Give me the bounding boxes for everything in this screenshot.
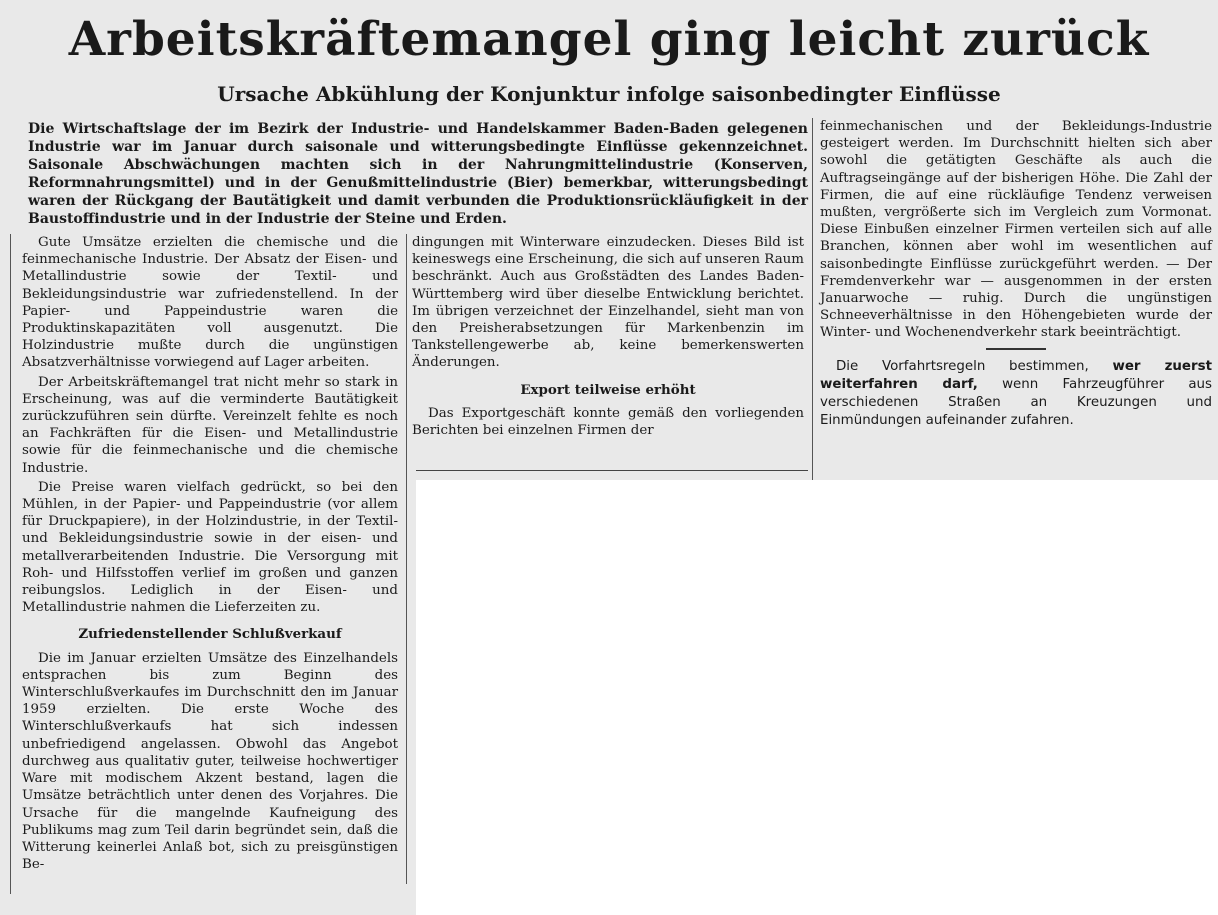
notice-emphasis: wer zuerst weiterfahren darf,: [820, 358, 1212, 392]
column-divider-left: [10, 234, 11, 894]
notice-text: wenn Fahrzeugführer aus verschiedenen Straßen an Kreuzungen und Einmündungen aufeinander zufahren.: [820, 376, 1213, 428]
section-heading: Export teilweise erhöht: [520, 381, 696, 398]
paragraph: Die Preise waren vielfach gedrückt, so bei den Mühlen, in der Papier- und Pappeindustrie (vor allem für Druckpapiere), in der Holzindustrie, in der Textil- und Bekleidungsindustrie sowie in der eisen- und metallverarbeitenden Industrie. Die Versorgung mit Roh- und Hilfsstoffen verlief im großen und ganzen reibungslos. Lediglich in der Eisen- und Metallindustrie nahmen die Lieferzeiten zu.: [22, 479, 398, 616]
article-column-2: [412, 234, 804, 441]
paragraph: dingungen mit Winterware einzudecken. Dieses Bild ist keineswegs eine Erscheinung, die sich auf unseren Raum beschränkt. Auch aus Großstädten des Landes Baden-Württemberg wird über dieselbe Entwicklung berichtet. Im übrigen verzeichnet der Einzelhandel, sieht man von den Preisherabsetzungen für Markenbenzin im Tankstellengewerbe ab, keine bemerkenswerten Änderungen.: [412, 235, 804, 371]
column-bottom-rule: [416, 470, 808, 471]
notice-text: Die Vorfahrtsregeln bestimmen,: [836, 358, 1113, 374]
column-divider-right: [812, 118, 813, 480]
section-separator: [986, 348, 1046, 350]
paragraph: Der Arbeitskräftemangel trat nicht mehr so stark in Erscheinung, was auf die verminderte Bautätigkeit zurückzuführen sein dürfte. Vereinzelt fehlte es noch an Fachkräften für die Eisen- und Metallindustrie sowie für die feinmechanische und die chemische Industrie.: [22, 374, 398, 476]
section-heading: Zufriedenstellender Schlußverkauf: [78, 626, 342, 643]
article-column-3: [820, 118, 1212, 432]
column-divider-middle-lower: [406, 484, 407, 884]
paragraph: Die im Januar erzielten Umsätze des Einzelhandels entsprachen bis zum Beginn des Winterschlußverkaufes im Durchschnitt den im Januar 1959 erzielten. Die erste Woche des Winterschlußverkaufs hat sich indessen unbefriedigend angelassen. Obwohl das Angebot durchweg aus qualitativ guter, teilweise hochwertiger Ware mit modischem Akzent bestand, lagen die Umsätze beträchtlich unter denen des Vorjahres. Die Ursache für die mangelnde Kaufneigung des Publikums mag zum Teil darin begründet sein, daß die Witterung keinerlei Anlaß bot, sich zu preisgünstigen Be-: [22, 650, 398, 873]
paragraph: Gute Umsätze erzielten die chemische und die feinmechanische Industrie. Der Absatz der Eisen- und Metallindustrie sowie der Textil- und Bekleidungsindustrie war zufriedenstellend. In der Papier- und Pappeindustrie waren die Produktinskapazitäten voll ausgenutzt. Die Holzindustrie mußte durch die ungünstigen Absatzverhältnisse vorwiegend auf Lager arbeiten.: [22, 235, 398, 371]
column-divider-middle: [406, 234, 407, 484]
subheadline: Ursache Abkühlung der Konjunktur infolge saisonbedingter Einflüsse: [217, 82, 1001, 106]
paragraph: feinmechanischen und der Bekleidungs-Industrie gesteigert werden. Im Durchschnitt hielten sich aber sowohl die getätigten Geschäfte als auch die Auftragseingänge auf der bisherigen Höhe. Die Zahl der Firmen, die auf eine rückläufige Tendenz verweisen mußten, vergrößerte sich im Vergleich zum Vormonat. Diese Einbußen einzelner Firmen verteilen sich auf alle Branchen, können aber wohl im wesentlichen auf saisonbedingte Einflüsse zurückgeführt werden. — Der Fremdenverkehr war — ausgenommen in der ersten Januarwoche — ruhig. Durch die ungünstigen Schneeverhältnisse in den Höhengebieten wurde der Winter- und Wochenendverkehr stark beeinträchtigt.: [820, 119, 1212, 341]
lead-paragraph: Die Wirtschaftslage der im Bezirk der Industrie- und Handelskammer Baden-Baden gelegenen Industrie war im Januar durch saisonale und witterungsbedingte Einflüsse gekennzeichnet. Saisonale Abschwächungen machten sich in der Nahrungmittelindustrie (Konserven, Reformnahrungsmittel) und in der Genußmittelindustrie (Bier) bemerkbar, witterungsbedingt waren der Rückgang der Bautätigkeit und damit verbunden die Produktionsrückläufigkeit in der Baustoffindustrie und in der Industrie der Steine und Erden.: [28, 121, 808, 227]
headline: Arbeitskräftemangel ging leicht zurück: [68, 12, 1150, 67]
article-column-1: [22, 234, 398, 875]
traffic-notice: [820, 358, 1212, 430]
paragraph: Das Exportgeschäft konnte gemäß den vorliegenden Berichten bei einzelnen Firmen der: [412, 405, 804, 439]
